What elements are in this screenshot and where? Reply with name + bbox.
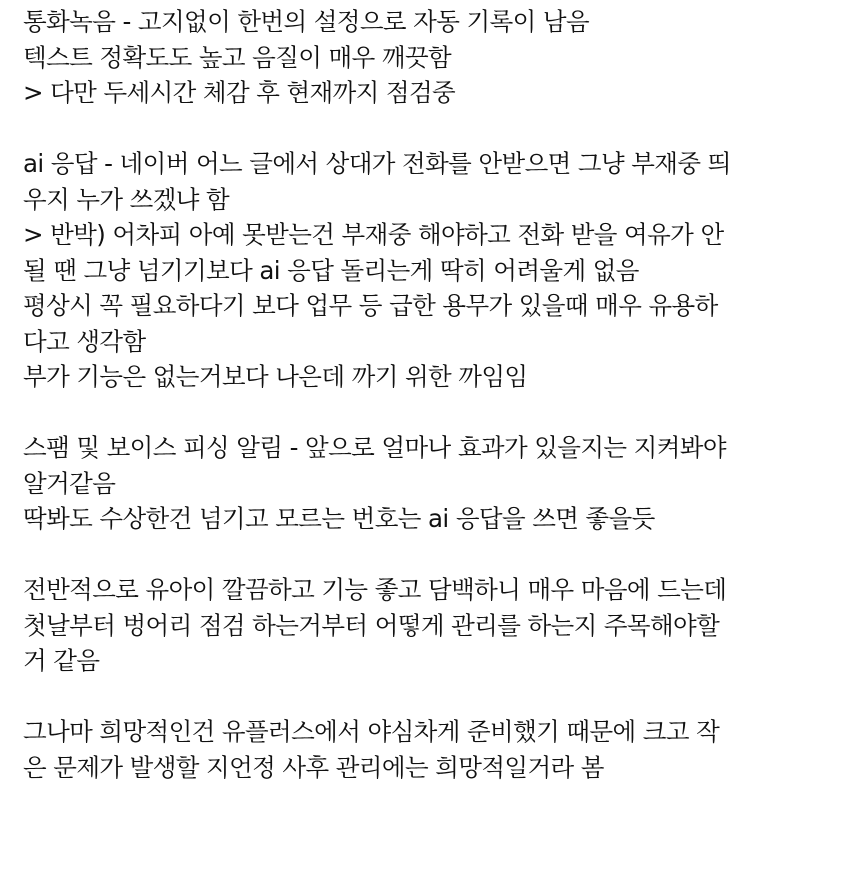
text-line: 알거같음 <box>23 468 116 498</box>
text-line: > 반박) 어차피 아예 못받는건 부재중 해야하고 전화 받을 여유가 안 <box>23 220 724 249</box>
text-line: 우지 누가 쓰겠냐 함 <box>23 184 230 214</box>
text-line: 첫날부터 벙어리 점검 하는거부터 어떻게 관리를 하는지 주목해야할 <box>23 610 720 640</box>
text-line: ai 응답 - 네이버 어느 글에서 상대가 전화를 안받으면 그냥 부재중 띄 <box>23 149 731 178</box>
text-line: 부가 기능은 없는거보다 나은데 까기 위한 까임임 <box>23 362 528 391</box>
paragraph-spacer <box>23 679 835 715</box>
paragraph-conclusion <box>23 714 835 785</box>
text-line: > 다만 두세시간 체감 후 현재까지 점검중 <box>23 78 456 107</box>
text-line: 스팸 및 보이스 피싱 알림 - 앞으로 얼마나 효과가 있을지는 지켜봐야 <box>23 433 726 462</box>
text-line: 은 문제가 발생할 지언정 사후 관리에는 희망적일거라 봄 <box>23 752 604 782</box>
text-line: 딱봐도 수상한건 넘기고 모르는 번호는 ai 응답을 쓰면 좋을듯 <box>23 504 655 533</box>
text-line: 텍스트 정확도도 높고 음질이 매우 깨끗함 <box>23 42 452 72</box>
paragraph-overall-impression <box>23 572 835 679</box>
paragraph-call-recording <box>23 4 835 111</box>
text-line: 다고 생각함 <box>23 326 146 356</box>
paragraph-spacer <box>23 537 835 573</box>
document-body <box>23 4 835 785</box>
text-line: 평상시 꼭 필요하다기 보다 업무 등 급한 용무가 있을때 매우 유용하 <box>23 291 718 320</box>
text-line: 그나마 희망적인건 유플러스에서 야심차게 준비했기 때문에 크고 작 <box>23 717 720 746</box>
paragraph-ai-response <box>23 146 835 395</box>
paragraph-spam-alert <box>23 430 835 537</box>
text-line: 전반적으로 유아이 깔끔하고 기능 좋고 담백하니 매우 마음에 드는데 <box>23 575 727 604</box>
text-line: 거 같음 <box>23 646 100 675</box>
text-line: 통화녹음 - 고지없이 한번의 설정으로 자동 기록이 남음 <box>23 7 590 36</box>
paragraph-spacer <box>23 111 835 147</box>
paragraph-spacer <box>23 395 835 431</box>
text-line: 될 땐 그냥 넘기기보다 ai 응답 돌리는게 딱히 어려울게 없음 <box>23 255 639 285</box>
